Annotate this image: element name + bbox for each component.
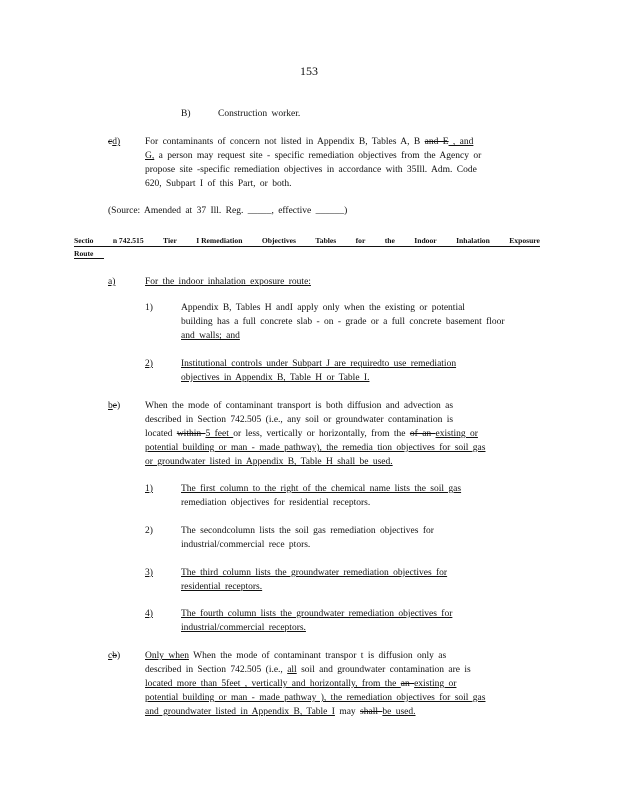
para-cb-line-2: described in Section 742.505 (i.e., all soil and groundwater contamination are is bbox=[145, 665, 471, 675]
item-b-label: B) bbox=[181, 109, 191, 119]
para-be-line-4: potential building or man - made pathway), the remedia tion objectives for soil gas bbox=[145, 443, 486, 453]
para-be-line-5: or groundwater listed in Appendix B, Table H shall be used. bbox=[145, 457, 393, 467]
para-cd-line-2: G, a person may request site - specific remediation objectives from the Agency or bbox=[145, 151, 482, 161]
para-be-line-1: When the mode of contaminant transport is both diffusion and advection as bbox=[145, 401, 454, 411]
para-be-2-line-1: The secondcolumn lists the soil gas remediation objectives for bbox=[181, 526, 434, 536]
para-be-line-2: described in Section 742.505 (i.e., any soil or groundwater contamination is bbox=[145, 415, 454, 425]
heading-word: Sectio bbox=[74, 236, 94, 245]
para-be-1-line-1: The first column to the right of the chemical name lists the soil gas bbox=[181, 484, 462, 494]
para-be-4-label: 4) bbox=[145, 609, 153, 619]
para-be-2-label: 2) bbox=[145, 526, 153, 536]
heading-word: Indoor bbox=[414, 236, 437, 245]
heading-word: Exposure bbox=[509, 236, 540, 245]
para-cb-line-4: potential building or man - made pathway ), the remediation objectives for soil gas bbox=[145, 693, 486, 703]
para-be-4-line-1: The fourth column lists the groundwater remediation objectives for bbox=[181, 609, 453, 619]
heading-word: I Remediation bbox=[196, 236, 243, 245]
para-a-1-label: 1) bbox=[145, 303, 153, 313]
para-be-label: be) bbox=[108, 401, 121, 411]
para-a-2-line-1: Institutional controls under Subpart J are requiredto use remediation bbox=[181, 359, 457, 369]
para-be-line-3: located within 5 feet or less, vertically or horizontally, from the of an existing or bbox=[145, 429, 478, 439]
para-a-1-line-2: building has a full concrete slab - on - grade or a full concrete basement floor bbox=[181, 317, 505, 327]
para-be-1-label: 1) bbox=[145, 484, 153, 494]
para-a-1-line-1: Appendix B, Tables H andI apply only when the existing or potential bbox=[181, 303, 465, 313]
para-a-1-line-3: and walls; and bbox=[181, 331, 240, 341]
heading-word: n 742.515 bbox=[112, 236, 144, 245]
item-b-text: Construction worker. bbox=[218, 109, 301, 119]
heading-word: the bbox=[384, 236, 395, 245]
heading-word: Inhalation bbox=[456, 236, 490, 245]
source-note: (Source: Amended at 37 Ill. Reg. _____, effective ______) bbox=[108, 206, 348, 216]
para-cd-line-3: propose site -specific remediation objectives in accordance with 35Ill. Adm. Code bbox=[145, 165, 477, 175]
heading-word: for bbox=[355, 236, 366, 245]
heading-word: Tables bbox=[315, 236, 337, 245]
para-cb-label: cb) bbox=[108, 651, 121, 661]
para-cb-line-1: Only when When the mode of contaminant transpor t is diffusion only as bbox=[145, 651, 447, 661]
para-cd-label: cd) bbox=[108, 137, 121, 147]
para-be-1-line-2: remediation objectives for residential receptors. bbox=[181, 498, 371, 508]
para-cb-line-5: and groundwater listed in Appendix B, Table I may shall be used. bbox=[145, 707, 416, 717]
para-a-label: a) bbox=[108, 277, 116, 287]
para-cd-line-1: For contaminants of concern not listed in Appendix B, Tables A, B and E , and bbox=[145, 137, 474, 147]
para-be-3-label: 3) bbox=[145, 568, 153, 578]
heading-word: Objectives bbox=[261, 236, 296, 245]
para-a-2-label: 2) bbox=[145, 359, 153, 369]
para-a-2-line-2: objectives in Appendix B, Table H or Table I. bbox=[181, 373, 370, 383]
para-be-3-line-1: The third column lists the groundwater remediation objectives for bbox=[181, 568, 448, 578]
para-a-text: For the indoor inhalation exposure route: bbox=[145, 277, 311, 287]
para-be-4-line-2: industrial/commercial receptors. bbox=[181, 623, 306, 633]
para-cd-line-4: 620, Subpart I of this Part, or both. bbox=[145, 179, 292, 189]
heading-word: Tier bbox=[163, 236, 177, 245]
para-be-2-line-2: industrial/commercial rece ptors. bbox=[181, 540, 311, 550]
para-cb-line-3: located more than 5feet , vertically and horizontally, from the an existing or bbox=[145, 679, 457, 689]
para-be-3-line-2: residential receptors. bbox=[181, 582, 263, 592]
section-heading bbox=[74, 236, 540, 247]
section-heading-line-2: Route bbox=[74, 249, 104, 259]
page-number: 153 bbox=[300, 64, 318, 78]
